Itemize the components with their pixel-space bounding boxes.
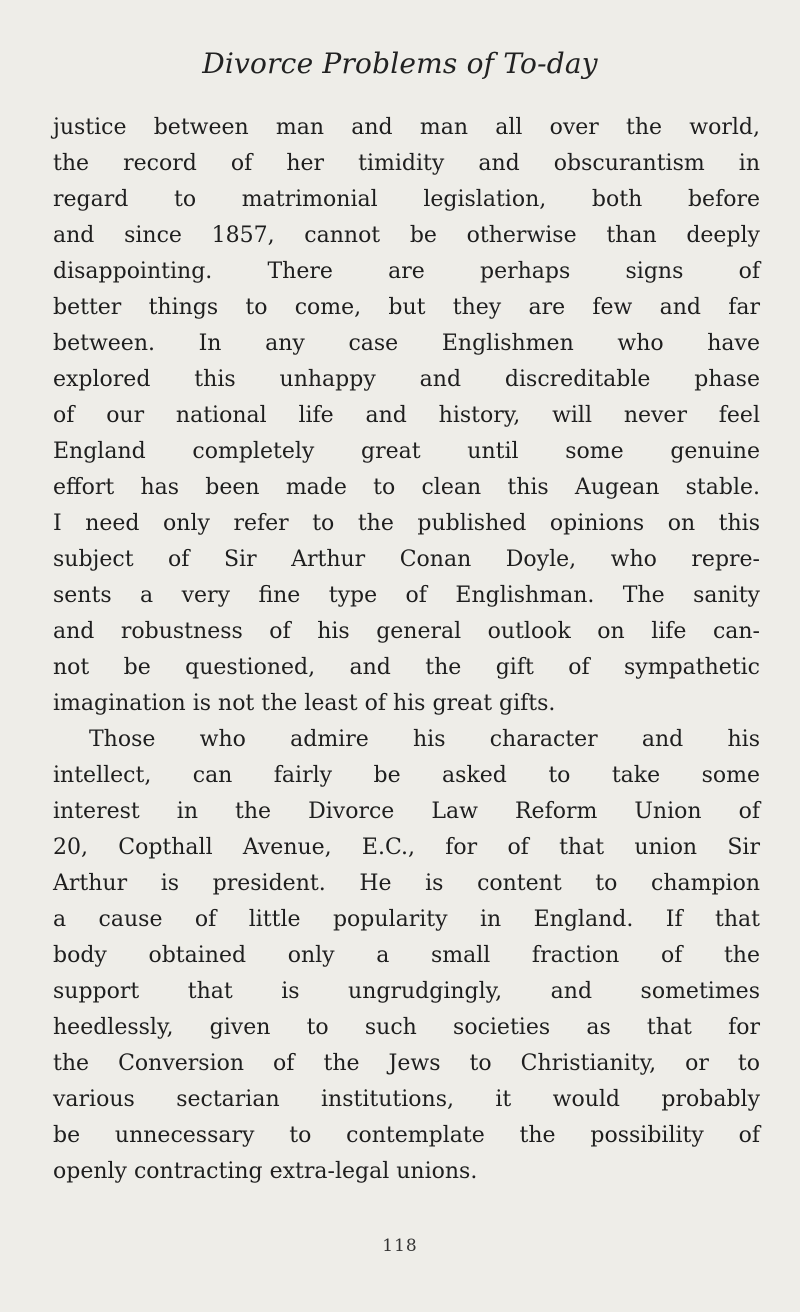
text-line: and since 1857, cannot be otherwise than deeply [53, 223, 760, 248]
text-line: the Conversion of the Jews to Christianity, or to [53, 1051, 760, 1076]
paragraph-1 [53, 110, 760, 722]
body-text [53, 110, 760, 1190]
page-number: 118 [382, 1236, 418, 1256]
text-line: sents a very fine type of Englishman. The sanity [53, 583, 760, 608]
text-line: heedlessly, given to such societies as that for [53, 1015, 760, 1040]
text-line: support that is ungrudgingly, and sometimes [53, 979, 760, 1004]
text-line: regard to matrimonial legislation, both before [53, 187, 760, 212]
text-line: Arthur is president. He is content to champion [53, 871, 760, 896]
text-line: be unnecessary to contemplate the possibility of [53, 1123, 760, 1148]
text-line: effort has been made to clean this Augean stable. [53, 475, 760, 500]
text-line: intellect, can fairly be asked to take some [53, 763, 760, 788]
text-line: 20, Copthall Avenue, E.C., for of that union Sir [53, 835, 760, 860]
text-line: justice between man and man all over the world, [53, 115, 760, 140]
text-line: disappointing. There are perhaps signs of [53, 259, 760, 284]
text-line: better things to come, but they are few and far [53, 295, 760, 320]
text-line: and robustness of his general outlook on life can- [53, 619, 760, 644]
running-head: Divorce Problems of To-day [202, 47, 598, 80]
text-line: explored this unhappy and discreditable phase [53, 367, 760, 392]
text-line: Those who admire his character and his [89, 727, 760, 752]
text-line: I need only refer to the published opinions on this [53, 511, 760, 536]
text-line: the record of her timidity and obscurantism in [53, 151, 760, 176]
text-line: of our national life and history, will never feel [53, 403, 760, 428]
text-line: a cause of little popularity in England. If that [53, 907, 760, 932]
text-line: various sectarian institutions, it would probably [53, 1087, 760, 1112]
text-line: interest in the Divorce Law Reform Union of [53, 799, 760, 824]
text-line: subject of Sir Arthur Conan Doyle, who repre- [53, 547, 760, 572]
text-line: body obtained only a small fraction of the [53, 943, 760, 968]
text-line: between. In any case Englishmen who have [53, 331, 760, 356]
text-line: openly contracting extra-legal unions. [53, 1159, 478, 1184]
paragraph-2 [53, 722, 760, 1190]
text-line: imagination is not the least of his great gifts. [53, 691, 556, 716]
text-line: England completely great until some genuine [53, 439, 760, 464]
text-line: not be questioned, and the gift of sympathetic [53, 655, 760, 680]
